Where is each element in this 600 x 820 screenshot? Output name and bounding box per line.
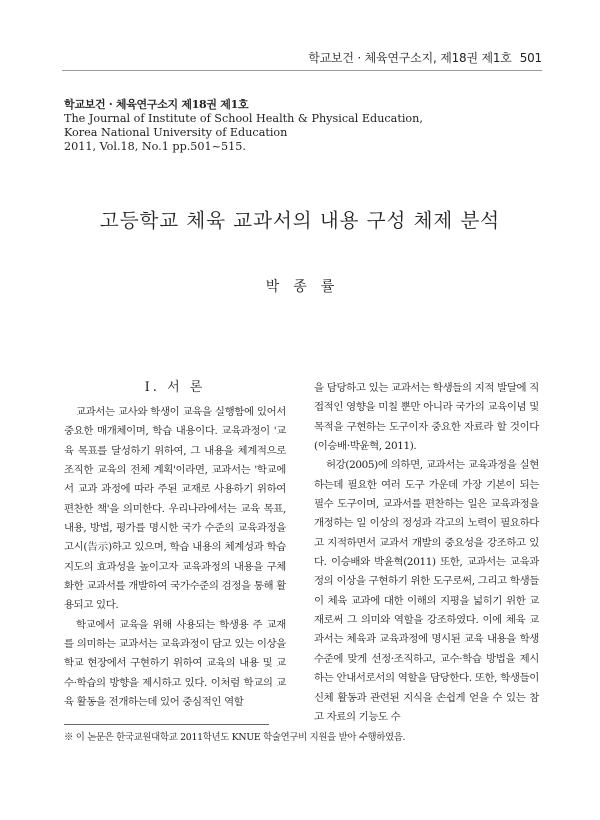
header-rule <box>62 70 542 71</box>
footnote: ※ 이 논문은 한국교원대학교 2011학년도 KNUE 학술연구비 지원을 받아 수행하였음. <box>64 732 406 743</box>
running-header-text: 학교보건 · 체육연구소지, 제18권 제1호 <box>308 51 512 65</box>
right-column <box>314 379 539 727</box>
running-header <box>308 49 542 66</box>
journal-info-english-line-3: 2011, Vol.18, No.1 pp.501~515. <box>64 140 246 153</box>
author-name: 박종률 <box>265 279 349 295</box>
left-paragraph-1: 교과서는 교사와 학생이 교육을 실행함에 있어서 중요한 매개체이며, 학습 내용이다. 교육과정이 '교육 목표를 달성하기 위하여, 그 내용을 체계적으로 조직한 교육의 전체 계획'이라면, 교과서는 '학교에서 교과 과정에 따라 주된 교재로 사용하기 위하여 편찬한 책'을 의미한다. 우리나라에서는 교육 목표, 내용, 방법, 평가를 명시한 국가 수준의 교육과정을 고시(告示)하고 있으며, 학습 내용의 체계성과 학습 지도의 효과성을 높이고자 교육과정의 내용을 구체화한 교과서를 개발하여 국가수준의 검정을 통해 활용되고 있다. <box>64 406 286 612</box>
right-paragraph-1: 허강(2005)에 의하면, 교과서는 교육과정을 실현하는데 필요한 여러 도구 가운데 가장 기본이 되는 필수 도구이며, 교과서를 편찬하는 일은 교육과정을 개정하는 일 이상의 정성과 각고의 노력이 필요하다고 지적하면서 교과서 개발의 중요성을 강조하고 있다. 이승배와 박윤혁(2011) 또한, 교과서는 교육과정의 이상을 구현하기 위한 도구로써, 그리고 학생들이 체육 교과에 대한 이해의 지평을 넓히기 위한 교재로써 그 의미와 역할을 강조하였다. 이에 체육 교과서는 체육과 교육과정에 명시된 교육 내용을 학생 수준에 맞게 선정·조직하고, 교수·학습 방법을 제시하는 안내서로서의 역할을 담당한다. 또한, 학생들이 신체 활동과 관련된 지식을 손쉽게 얻을 수 있는 참고 자료의 기능도 수 <box>314 459 539 723</box>
footnote-rule <box>64 724 269 725</box>
right-paragraph-continuation: 을 담당하고 있는 교과서는 학생들의 지적 발달에 직접적인 영향을 미칠 뿐만 아니라 국가의 교육이념 및 목적을 구현하는 도구이자 중요한 자료라 할 것이다(이승배·박윤혁, 2011). <box>314 382 539 453</box>
journal-info-english-line-1: The Journal of Institute of School Health & Physical Education, <box>64 112 423 125</box>
left-column <box>64 403 286 713</box>
journal-info-english-line-2: Korea National University of Education <box>64 126 288 139</box>
left-paragraph-2: 학교에서 교육을 위해 사용되는 학생용 주 교재를 의미하는 교과서는 교육과정이 담고 있는 이상을 학교 현장에서 구현하기 위하여 교육의 내용 및 교수·학습의 방향을 제시하고 있다. 이처럼 학교의 교육 활동을 전개하는데 있어 중심적인 역할 <box>64 618 286 709</box>
journal-info <box>64 98 524 154</box>
journal-info-korean: 학교보건 · 체육연구소지 제18권 제1호 <box>64 98 249 111</box>
page-number: 501 <box>519 51 542 65</box>
section-heading: Ⅰ. 서 론 <box>144 380 206 395</box>
paper-title: 고등학교 체육 교과서의 내용 구성 체제 분석 <box>99 209 501 232</box>
